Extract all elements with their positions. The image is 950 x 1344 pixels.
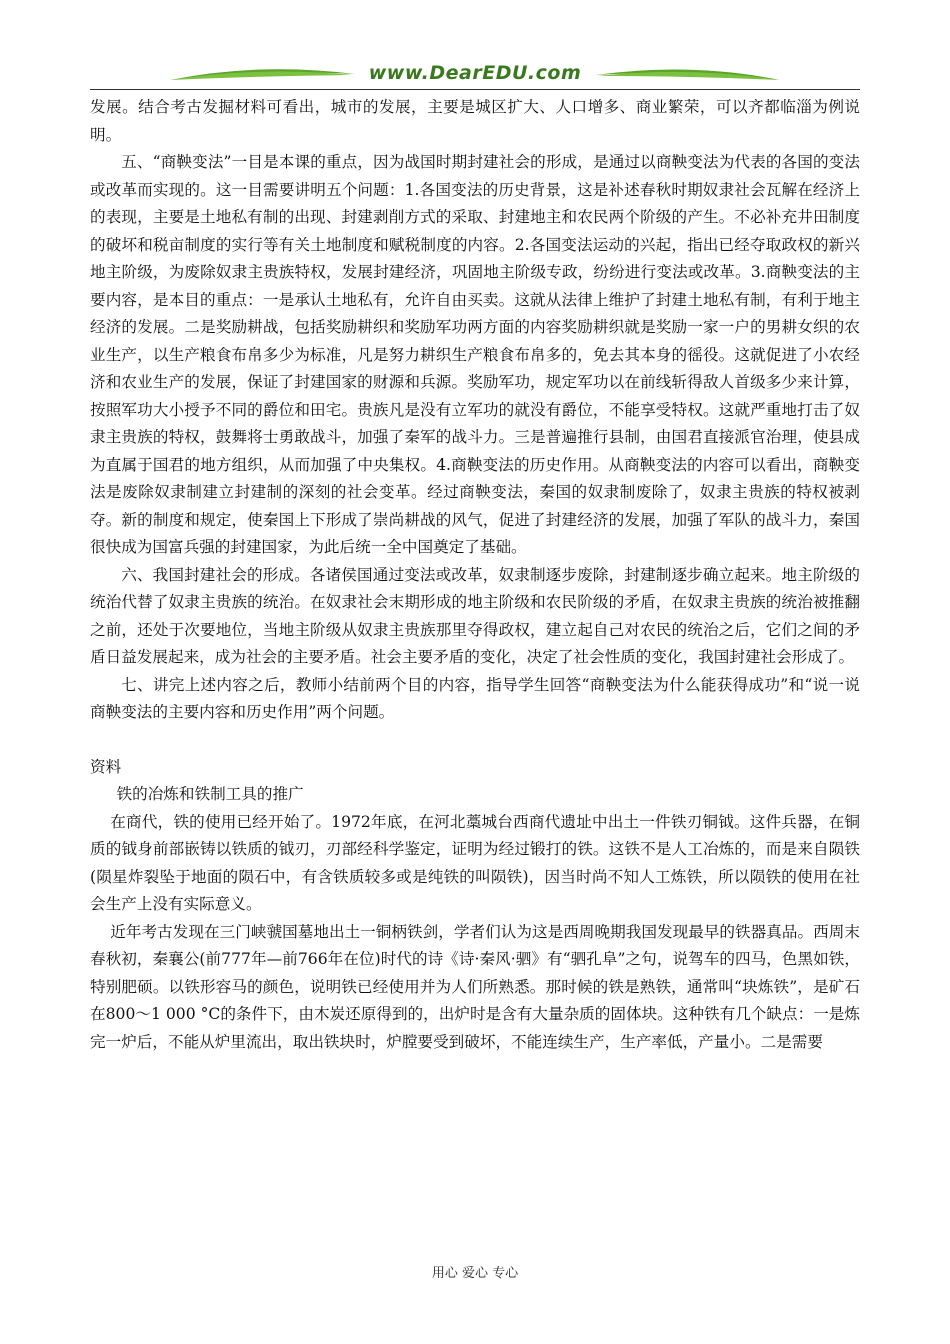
paragraph-section-seven: 七、讲完上述内容之后，教师小结前两个目的内容，指导学生回答“商鞅变法为什么能获得成功”和“说一说商鞅变法的主要内容和历史作用”两个问题。 [90,675,860,721]
paragraph-material: 在商代，铁的使用已经开始了。1972年底，在河北藁城台西商代遗址中出土一件铁刃铜钺。这件兵器，在铜质的钺身前部嵌铸以铁质的钺刃，刃部经科学鉴定，证明为经过锻打的铁。这铁不是人工冶炼的，而是来自陨铁(陨星炸裂坠于地面的陨石中，有含铁质较多或是纯铁的叫陨铁)，因当时尚不知人工炼铁，所以陨铁的使用在社会生产上没有实际意义。 [90,812,860,913]
page-footer: 用心 爱心 专心 [431,1266,519,1281]
document-body [90,94,860,1056]
paragraph-section-six: 六、我国封建社会的形成。各诸侯国通过变法或改革，奴隶制逐步废除，封建制逐步确立起来。地主阶级的统治代替了奴隶主贵族的统治。在奴隶社会末期形成的地主阶级和农民阶级的矛盾，在奴隶主贵族的统治被推翻之前，还处于次要地位，当地主阶级从奴隶主贵族那里夺得政权，建立起自己对农民的统治之后，它们之间的矛盾日益发展起来，成为社会的主要矛盾。社会主要矛盾的变化，决定了社会性质的变化，我国封建社会形成了。 [90,565,860,666]
site-header [90,56,860,96]
header-rule [90,89,860,90]
paragraph-material: 近年考古发现在三门峡虢国墓地出土一铜柄铁剑，学者们认为这是西周晚期我国发现最早的铁器真品。西周末春秋初，秦襄公(前777年—前766年在位)时代的诗《诗·秦风·驷》有“驷孔阜”之句，说驾车的四马，色黑如铁，特别肥硕。以铁形容马的颜色，说明铁已经使用并为人们所熟悉。那时候的铁是熟铁，通常叫“块炼铁”，是矿石在800～1 000 °C的条件下，由木炭还原得到的，出炉时是含有大量杂质的固体块。这种铁有几个缺点：一是炼完一炉后，不能从炉里流出，取出铁块时，炉膛要受到破坏，不能连续生产，生产率低，产量小。二是需要 [90,922,860,1051]
material-title: 铁的冶炼和铁制工具的推广 [116,785,304,803]
paragraph-section-five: 五、“商鞅变法”一目是本课的重点，因为战国时期封建社会的形成，是通过以商鞅变法为代表的各国的变法或改革而实现的。这一目需要讲明五个问题：1.各国变法的历史背景，这是补述春秋时期奴隶社会瓦解在经济上的表现，主要是土地私有制的出现、封建剥削方式的采取、封建地主和农民两个阶级的产生。不必补充井田制度的破坏和税亩制度的实行等有关土地制度和赋税制度的内容。2.各国变法运动的兴起，指出已经夺取政权的新兴地主阶级，为废除奴隶主贵族特权，发展封建经济，巩固地主阶级专政，纷纷进行变法或改革。3.商鞅变法的主要内容，是本目的重点：一是承认土地私有，允许自由买卖。这就从法律上维护了封建土地私有制，有利于地主经济的发展。二是奖励耕战，包括奖励耕织和奖励军功两方面的内容奖励耕织就是奖励一家一户的男耕女织的农业生产，以生产粮食布帛多少为标准，凡是努力耕织生产粮食布帛多的，免去其本身的徭役。这就促进了小农经济和农业生产的发展，保证了封建国家的财源和兵源。奖励军功，规定军功以在前线斩得敌人首级多少来计算，按照军功大小授予不同的爵位和田宅。贵族凡是没有立军功的就没有爵位，不能享受特权。这就严重地打击了奴隶主贵族的特权，鼓舞将士勇敢战斗，加强了秦军的战斗力。三是普遍推行县制，由国君直接派官治理，使县成为直属于国君的地方组织，从而加强了中央集权。4.商鞅变法的历史作用。从商鞅变法的内容可以看出，商鞅变法是废除奴隶制建立封建制的深刻的社会变革。经过商鞅变法，秦国的奴隶制废除了，奴隶主贵族的特权被剥夺。新的制度和规定，使秦国上下形成了崇尚耕战的风气，促进了封建经济的发展，加强了军队的战斗力，秦国很快成为国富兵强的封建国家，为此后统一全中国奠定了基础。 [90,153,860,556]
paragraph: 发展。结合考古发掘材料可看出，城市的发展，主要是城区扩大、人口增多、商业繁荣，可以齐都临淄为例说明。 [90,98,860,144]
material-label: 资料 [90,757,122,776]
site-logo-text[interactable]: www.DearEDU.com [368,62,582,84]
spacer [90,727,860,754]
